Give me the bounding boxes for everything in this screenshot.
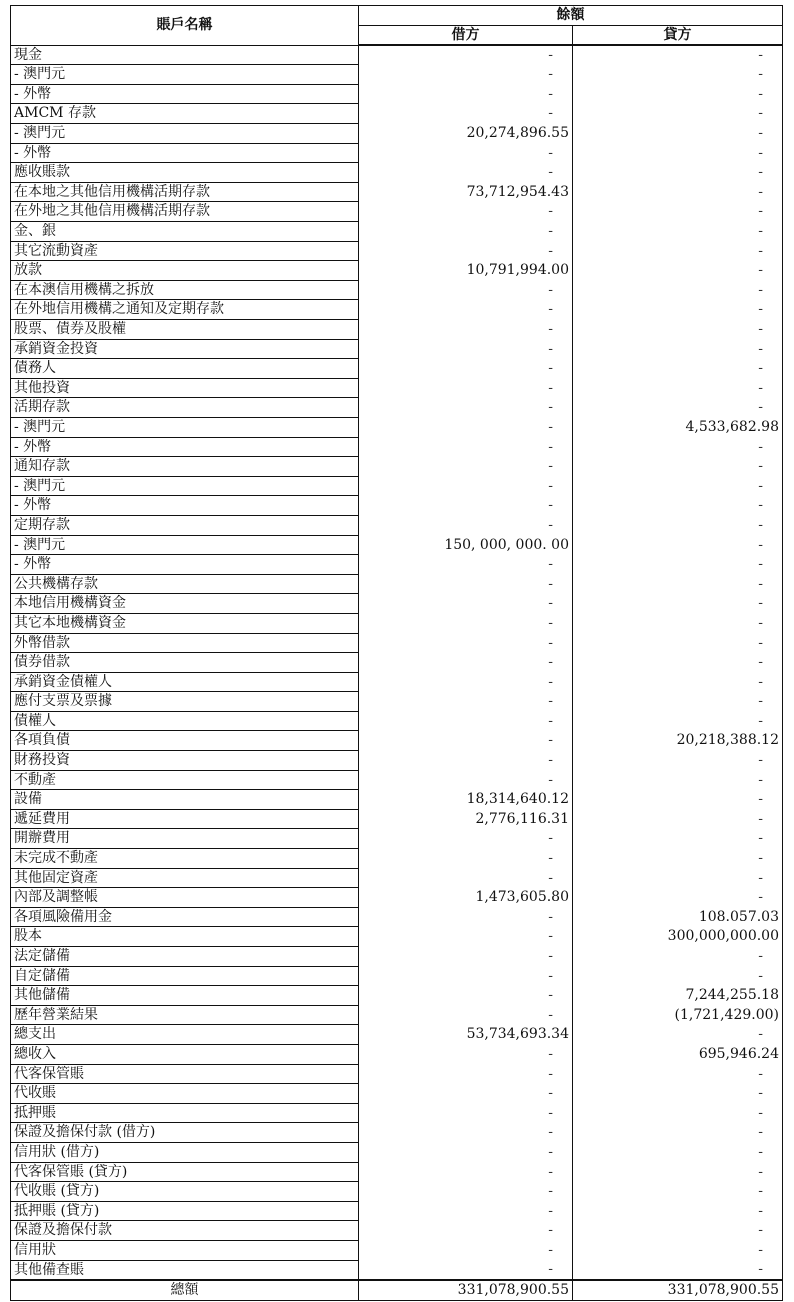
account-name-cell: 在外地信用機構之通知及定期存款 [11,300,359,320]
table-row [11,437,783,457]
account-name-cell: 代客保管賬 [11,1064,359,1084]
debit-cell: - [359,947,573,967]
debit-cell: - [359,359,573,379]
account-name-cell: - 外幣 [11,555,359,575]
table-row [11,359,783,379]
account-name-cell: - 澳門元 [11,124,359,144]
credit-cell: - [573,476,783,496]
debit-cell: - [359,143,573,163]
account-name-cell: - 外幣 [11,143,359,163]
account-name-cell: 遞延費用 [11,809,359,829]
credit-cell: - [573,1221,783,1241]
table-row [11,163,783,183]
credit-cell: - [573,790,783,810]
account-name-cell: AMCM 存款 [11,104,359,124]
debit-cell: - [359,339,573,359]
debit-cell: - [359,1162,573,1182]
table-row [11,633,783,653]
account-name-cell: 外幣借款 [11,633,359,653]
debit-cell: - [359,966,573,986]
credit-cell: 108.057.03 [573,907,783,927]
debit-cell: 20,274,896.55 [359,124,573,144]
debit-cell: - [359,1240,573,1260]
credit-cell: - [573,555,783,575]
table-row [11,1103,783,1123]
credit-cell: - [573,378,783,398]
credit-cell: - [573,672,783,692]
credit-header: 貸方 [573,25,783,45]
table-row [11,1182,783,1202]
table-row [11,104,783,124]
table-row [11,1123,783,1143]
debit-cell: - [359,222,573,242]
table-row [11,1005,783,1025]
header-row-top [11,6,783,26]
trial-balance-table [10,5,783,1301]
table-row [11,613,783,633]
credit-cell: - [573,222,783,242]
account-name-cell: 開辦費用 [11,829,359,849]
account-name-cell: 保證及擔保付款 [11,1221,359,1241]
debit-cell: - [359,1142,573,1162]
credit-cell: - [573,261,783,281]
debit-cell: - [359,45,573,65]
table-row [11,986,783,1006]
debit-cell: 10,791,994.00 [359,261,573,281]
credit-cell: - [573,1162,783,1182]
account-name-cell: 財務投資 [11,751,359,771]
credit-cell: - [573,888,783,908]
table-row [11,143,783,163]
credit-cell: - [573,1064,783,1084]
account-name-cell: 不動產 [11,770,359,790]
account-name-cell: 現金 [11,45,359,65]
table-row [11,574,783,594]
table-row [11,378,783,398]
debit-cell: - [359,1260,573,1280]
account-name-cell: 金、銀 [11,222,359,242]
table-row [11,927,783,947]
table-row [11,868,783,888]
debit-cell: - [359,65,573,85]
debit-cell: - [359,672,573,692]
credit-cell: - [573,1084,783,1104]
debit-cell: - [359,1084,573,1104]
debit-cell: 2,776,116.31 [359,809,573,829]
credit-cell: 7,244,255.18 [573,986,783,1006]
total-debit: 331,078,900.55 [359,1280,573,1300]
account-name-cell: 其他投資 [11,378,359,398]
account-name-cell: 公共機構存款 [11,574,359,594]
credit-cell: - [573,182,783,202]
table-row [11,84,783,104]
account-name-cell: - 澳門元 [11,417,359,437]
credit-cell: - [573,1142,783,1162]
debit-cell: 73,712,954.43 [359,182,573,202]
debit-cell: - [359,457,573,477]
debit-cell: - [359,555,573,575]
account-name-cell: 各項風險備用金 [11,907,359,927]
table-row [11,711,783,731]
credit-cell: - [573,45,783,65]
account-name-cell: 其它流動資產 [11,241,359,261]
table-row [11,594,783,614]
table-row [11,731,783,751]
debit-cell: - [359,829,573,849]
debit-cell: - [359,751,573,771]
debit-cell: - [359,496,573,516]
credit-cell: - [573,574,783,594]
debit-cell: - [359,515,573,535]
table-row [11,888,783,908]
debit-cell: - [359,594,573,614]
credit-cell: - [573,633,783,653]
table-row [11,241,783,261]
table-row [11,672,783,692]
credit-cell: - [573,966,783,986]
credit-cell: - [573,868,783,888]
account-name-cell: 自定儲備 [11,966,359,986]
credit-cell: 300,000,000.00 [573,927,783,947]
account-name-cell: 在外地之其他信用機構活期存款 [11,202,359,222]
debit-cell: 53,734,693.34 [359,1025,573,1045]
account-name-cell: - 澳門元 [11,476,359,496]
table-row [11,320,783,340]
debit-cell: - [359,476,573,496]
table-row [11,751,783,771]
table-row [11,1221,783,1241]
account-name-cell: 法定儲備 [11,947,359,967]
table-row [11,849,783,869]
debit-cell: - [359,986,573,1006]
table-row [11,535,783,555]
credit-cell: - [573,809,783,829]
table-row [11,1240,783,1260]
credit-cell: - [573,1123,783,1143]
credit-cell: - [573,711,783,731]
debit-cell: - [359,1044,573,1064]
debit-cell: - [359,320,573,340]
credit-cell: - [573,65,783,85]
account-name-cell: 抵押賬 [11,1103,359,1123]
credit-cell: - [573,770,783,790]
debit-header: 借方 [359,25,573,45]
table-row [11,907,783,927]
total-row [11,1280,783,1300]
debit-cell: - [359,633,573,653]
debit-cell: - [359,868,573,888]
account-name-cell: 在本地之其他信用機構活期存款 [11,182,359,202]
debit-cell: - [359,927,573,947]
credit-cell: - [573,1201,783,1221]
table-row [11,65,783,85]
account-name-cell: 股票、債券及股權 [11,320,359,340]
table-row [11,1162,783,1182]
credit-cell: - [573,143,783,163]
account-name-cell: - 外幣 [11,496,359,516]
credit-cell: - [573,692,783,712]
credit-cell: - [573,457,783,477]
credit-cell: - [573,594,783,614]
account-name-cell: 活期存款 [11,398,359,418]
table-row [11,280,783,300]
table-row [11,1201,783,1221]
credit-cell: - [573,1260,783,1280]
account-name-cell: 總支出 [11,1025,359,1045]
account-name-cell: 信用狀 [11,1240,359,1260]
table-row [11,45,783,65]
debit-cell: - [359,1221,573,1241]
credit-cell: - [573,398,783,418]
account-name-cell: - 澳門元 [11,65,359,85]
credit-cell: 20,218,388.12 [573,731,783,751]
account-name-cell: - 澳門元 [11,535,359,555]
account-name-cell: 本地信用機構資金 [11,594,359,614]
credit-cell: - [573,437,783,457]
account-name-cell: 各項負債 [11,731,359,751]
table-row [11,1064,783,1084]
table-row [11,222,783,242]
debit-cell: - [359,300,573,320]
table-row [11,398,783,418]
account-name-cell: 其他固定資產 [11,868,359,888]
debit-cell: 18,314,640.12 [359,790,573,810]
credit-cell: - [573,515,783,535]
credit-cell: - [573,1240,783,1260]
debit-cell: - [359,1201,573,1221]
debit-cell: - [359,437,573,457]
table-row [11,300,783,320]
balance-header: 餘額 [359,6,783,26]
credit-cell: - [573,1025,783,1045]
account-name-cell: 應付支票及票據 [11,692,359,712]
table-row [11,809,783,829]
debit-cell: - [359,163,573,183]
table-row [11,515,783,535]
debit-cell: - [359,1182,573,1202]
debit-cell: 1,473,605.80 [359,888,573,908]
account-name-cell: 未完成不動產 [11,849,359,869]
credit-cell: - [573,613,783,633]
debit-cell: - [359,84,573,104]
ledger-body [11,45,783,1280]
debit-cell: - [359,653,573,673]
credit-cell: - [573,1103,783,1123]
credit-cell: - [573,653,783,673]
account-name-cell: 設備 [11,790,359,810]
debit-cell: - [359,1123,573,1143]
table-row [11,339,783,359]
debit-cell: - [359,417,573,437]
credit-cell: - [573,751,783,771]
credit-cell: - [573,829,783,849]
debit-cell: - [359,1064,573,1084]
table-row [11,966,783,986]
account-name-cell: 抵押賬 (貸方) [11,1201,359,1221]
debit-cell: - [359,731,573,751]
account-name-cell: 在本澳信用機構之拆放 [11,280,359,300]
debit-cell: - [359,280,573,300]
credit-cell: 695,946.24 [573,1044,783,1064]
account-name-cell: 代收賬 [11,1084,359,1104]
total-credit: 331,078,900.55 [573,1280,783,1300]
credit-cell: - [573,359,783,379]
account-name-header: 賬戶名稱 [11,6,359,46]
account-name-cell: 代客保管賬 (貸方) [11,1162,359,1182]
debit-cell: - [359,1103,573,1123]
debit-cell: - [359,241,573,261]
table-row [11,476,783,496]
credit-cell: - [573,84,783,104]
credit-cell: - [573,535,783,555]
debit-cell: - [359,202,573,222]
account-name-cell: 放款 [11,261,359,281]
account-name-cell: - 外幣 [11,437,359,457]
account-name-cell: 其他備查賬 [11,1260,359,1280]
table-row [11,947,783,967]
table-row [11,1142,783,1162]
table-row [11,1260,783,1280]
credit-cell: - [573,163,783,183]
account-name-cell: 歷年營業結果 [11,1005,359,1025]
account-name-cell: 債券借款 [11,653,359,673]
table-row [11,829,783,849]
total-label: 總額 [11,1280,359,1300]
account-name-cell: 債權人 [11,711,359,731]
debit-cell: - [359,1005,573,1025]
account-name-cell: 承銷資金債權人 [11,672,359,692]
table-row [11,417,783,437]
account-name-cell: 總收入 [11,1044,359,1064]
credit-cell: - [573,496,783,516]
account-name-cell: 應收賬款 [11,163,359,183]
credit-cell: - [573,202,783,222]
credit-cell: - [573,241,783,261]
account-name-cell: 通知存款 [11,457,359,477]
account-name-cell: 承銷資金投資 [11,339,359,359]
account-name-cell: 定期存款 [11,515,359,535]
credit-cell: - [573,849,783,869]
table-row [11,1084,783,1104]
account-name-cell: - 外幣 [11,84,359,104]
account-name-cell: 股本 [11,927,359,947]
credit-cell: - [573,947,783,967]
credit-cell: - [573,280,783,300]
debit-cell: - [359,613,573,633]
debit-cell: - [359,692,573,712]
account-name-cell: 其他儲備 [11,986,359,1006]
table-row [11,1044,783,1064]
debit-cell: - [359,770,573,790]
debit-cell: - [359,104,573,124]
table-row [11,496,783,516]
account-name-cell: 其它本地機構資金 [11,613,359,633]
credit-cell: - [573,339,783,359]
credit-cell: - [573,124,783,144]
credit-cell: - [573,1182,783,1202]
account-name-cell: 代收賬 (貸方) [11,1182,359,1202]
account-name-cell: 保證及擔保付款 (借方) [11,1123,359,1143]
table-row [11,770,783,790]
table-row [11,555,783,575]
table-row [11,182,783,202]
table-row [11,261,783,281]
credit-cell: - [573,320,783,340]
credit-cell: - [573,104,783,124]
credit-cell: (1,721,429.00) [573,1005,783,1025]
debit-cell: - [359,574,573,594]
debit-cell: - [359,907,573,927]
table-row [11,692,783,712]
debit-cell: - [359,711,573,731]
credit-cell: - [573,300,783,320]
account-name-cell: 債務人 [11,359,359,379]
account-name-cell: 內部及調整帳 [11,888,359,908]
table-row [11,124,783,144]
debit-cell: - [359,849,573,869]
debit-cell: - [359,398,573,418]
table-row [11,790,783,810]
table-row [11,457,783,477]
debit-cell: - [359,378,573,398]
credit-cell: 4,533,682.98 [573,417,783,437]
table-row [11,1025,783,1045]
debit-cell: 150, 000, 000. 00 [359,535,573,555]
table-row [11,202,783,222]
table-row [11,653,783,673]
account-name-cell: 信用狀 (借方) [11,1142,359,1162]
